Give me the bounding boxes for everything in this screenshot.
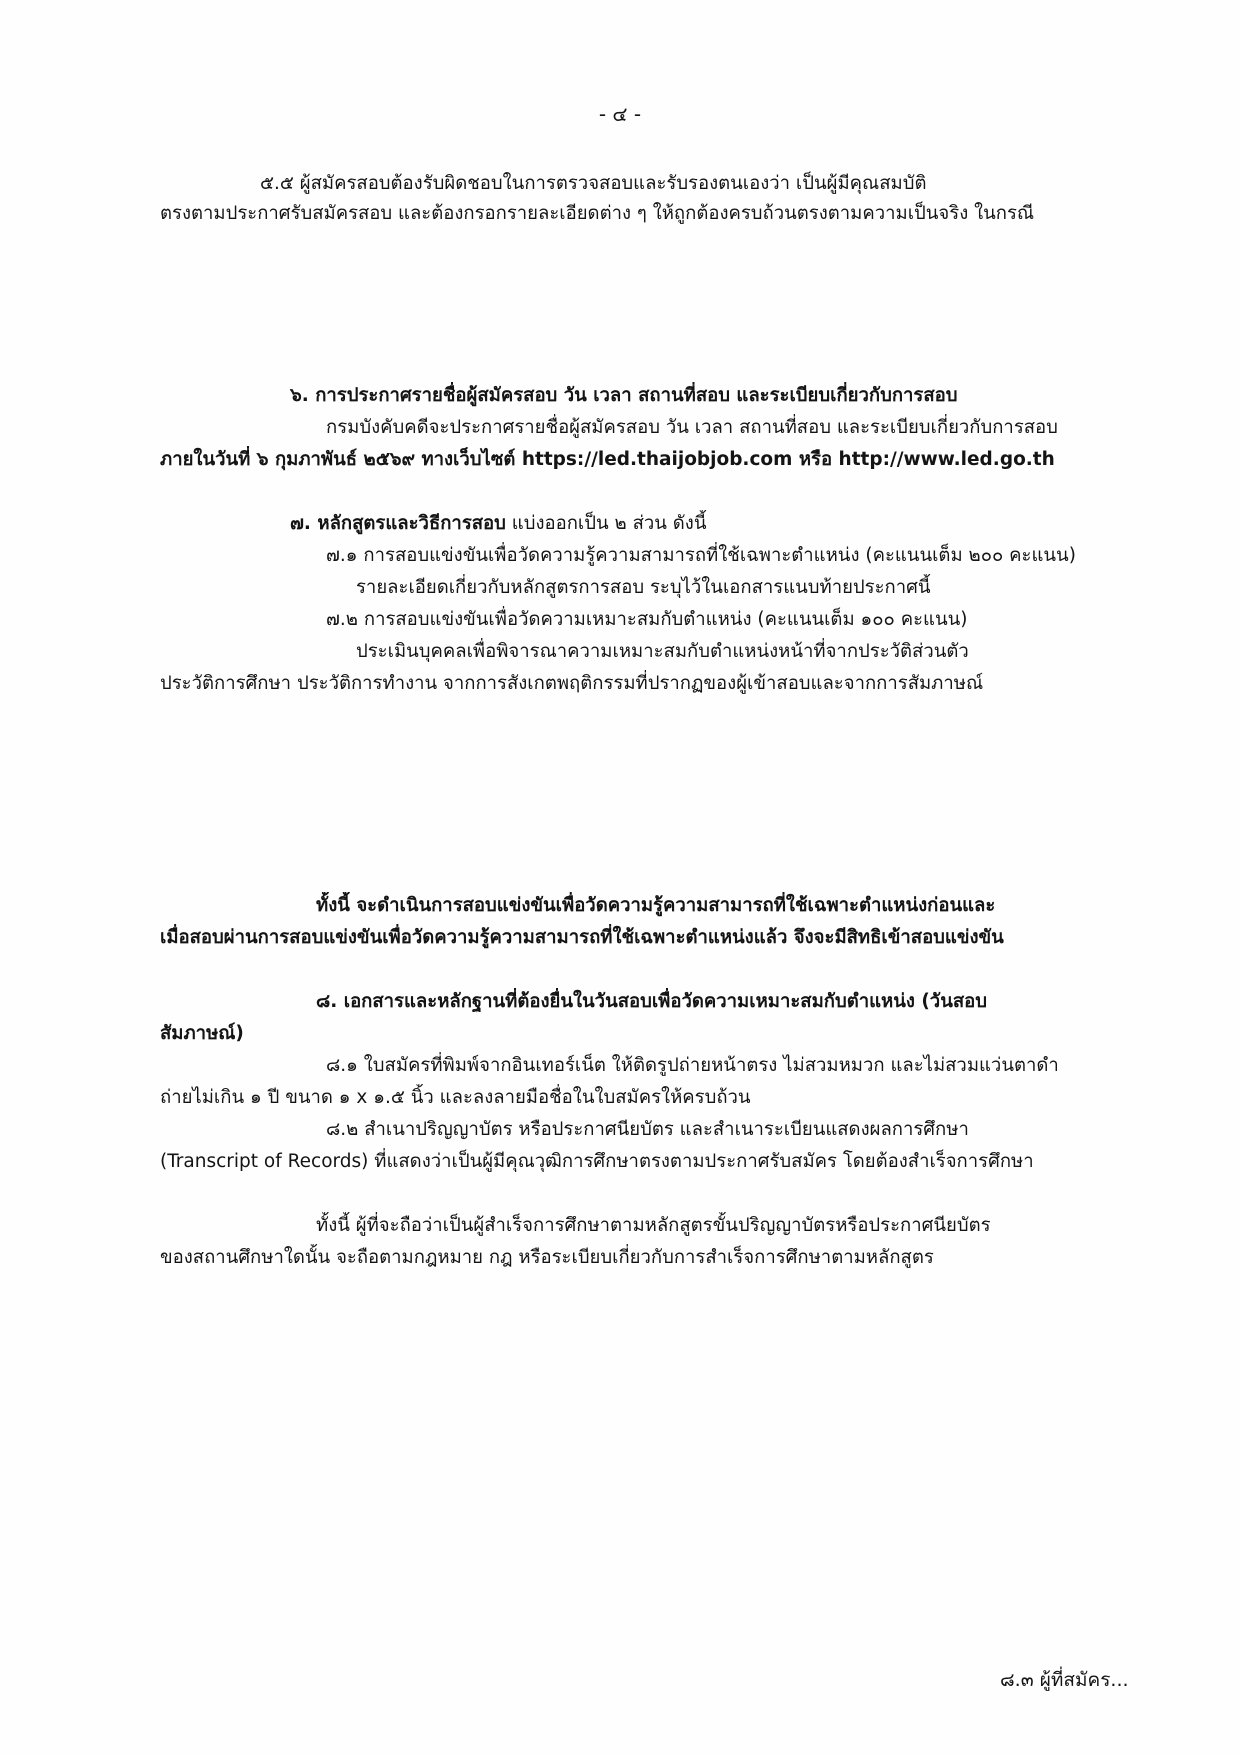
section-8-heading-line-2: สัมภาษณ์): [160, 1023, 244, 1044]
section-7-heading-rest: แบ่งออกเป็น ๒ ส่วน ดังนี้: [505, 513, 707, 534]
section-8-2-line-1: ๘.๒ สำเนาปริญญาบัตร หรือประกาศนียบัตร และสำเนาระเบียนแสดงผลการศึกษา: [326, 1119, 969, 1140]
section-7-1-detail: รายละเอียดเกี่ยวกับหลักสูตรการสอบ ระบุไว้ในเอกสารแนบท้ายประกาศนี้: [356, 577, 931, 598]
section-8-1-line-1: ๘.๑ ใบสมัครที่พิมพ์จากอินเทอร์เน็ต ให้ติดรูปถ่ายหน้าตรง ไม่สวมหมวก และไม่สวมแว่นตาดำ: [326, 1055, 1059, 1076]
page-number: - ๔ -: [598, 102, 642, 126]
section-7-heading: [290, 510, 1140, 540]
section-7-note-line-1: ทั้งนี้ จะดำเนินการสอบแข่งขันเพื่อวัดความรู้ความสามารถที่ใช้เฉพาะตำแหน่งก่อนและ: [316, 895, 996, 916]
section-7-2-title: ๗.๒ การสอบแข่งขันเพื่อวัดความเหมาะสมกับตำแหน่ง (คะแนนเต็ม ๑๐๐ คะแนน): [326, 609, 968, 630]
section-7-2-line-2: ประวัติการศึกษา ประวัติการทำงาน จากการสังเกตพฤติกรรมที่ปรากฏของผู้เข้าสอบและจากการสัมภาษณ์: [160, 673, 984, 694]
section-7-note-line-2: เมื่อสอบผ่านการสอบแข่งขันเพื่อวัดความรู้ความสามารถที่ใช้เฉพาะตำแหน่งแล้ว จึงจะมีสิทธิเข้าสอบแข่งขัน: [160, 927, 1004, 948]
section-6-line-2: ภายในวันที่ ๖ กุมภาพันธ์ ๒๕๖๙ ทางเว็บไซต์ https://led.thaijobjob.com หรือ http://www.led.go.th: [160, 449, 1055, 470]
section-8-1-line-2: ถ่ายไม่เกิน ๑ ปี ขนาด ๑ x ๑.๕ นิ้ว และลงลายมือชื่อในใบสมัครให้ครบถ้วน: [160, 1087, 751, 1108]
section-7-1-title: ๗.๑ การสอบแข่งขันเพื่อวัดความรู้ความสามารถที่ใช้เฉพาะตำแหน่ง (คะแนนเต็ม ๒๐๐ คะแนน): [326, 545, 1076, 566]
section-6-line-1: กรมบังคับคดีจะประกาศรายชื่อผู้สมัครสอบ วัน เวลา สถานที่สอบ และระเบียบเกี่ยวกับการสอบ: [326, 417, 1058, 438]
section-8-2-line-2: (Transcript of Records) ที่แสดงว่าเป็นผู้มีคุณวุฒิการศึกษาตรงตามประกาศรับสมัคร โดยต้องสำเร็จการศึกษา: [160, 1151, 1034, 1172]
section-8-note-line-1: ทั้งนี้ ผู้ที่จะถือว่าเป็นผู้สำเร็จการศึกษาตามหลักสูตรขั้นปริญญาบัตรหรือประกาศนียบัตร: [316, 1215, 991, 1236]
section-5-5-line-1: ๕.๕ ผู้สมัครสอบต้องรับผิดชอบในการตรวจสอบและรับรองตนเองว่า เป็นผู้มีคุณสมบัติ: [260, 173, 927, 194]
section-6-heading: ๖. การประกาศรายชื่อผู้สมัครสอบ วัน เวลา สถานที่สอบ และระเบียบเกี่ยวกับการสอบ: [290, 385, 958, 406]
section-7-heading-bold: ๗. หลักสูตรและวิธีการสอบ: [290, 513, 506, 534]
section-8-heading-line-1: ๘. เอกสารและหลักฐานที่ต้องยื่นในวันสอบเพื่อวัดความเหมาะสมกับตำแหน่ง (วันสอบ: [316, 991, 987, 1012]
section-7-2-line-1: ประเมินบุคคลเพื่อพิจารณาความเหมาะสมกับตำแหน่งหน้าที่จากประวัติส่วนตัว: [356, 641, 969, 662]
footer-continuation: ๘.๓ ผู้ที่สมัคร...: [1000, 1669, 1129, 1691]
section-8-note-line-2: ของสถานศึกษาใดนั้น จะถือตามกฎหมาย กฎ หรือระเบียบเกี่ยวกับการสำเร็จการศึกษาตามหลักสูตร: [160, 1247, 934, 1268]
section-5-5-line-2: ตรงตามประกาศรับสมัครสอบ และต้องกรอกรายละเอียดต่าง ๆ ให้ถูกต้องครบถ้วนตรงตามความเป็นจริง ในกรณี: [160, 203, 1035, 224]
